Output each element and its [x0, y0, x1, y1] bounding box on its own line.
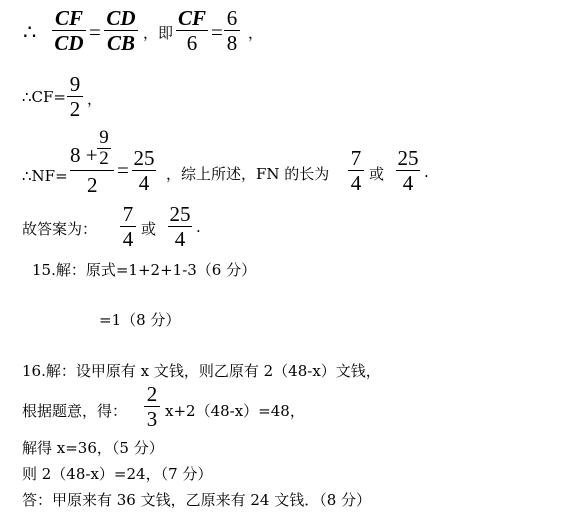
denominator: 6 [186, 31, 198, 55]
fraction-9-2 [67, 72, 83, 121]
fraction-cf-6 [176, 6, 208, 55]
denominator: 2 [69, 97, 81, 121]
fraction-2-3 [144, 382, 160, 431]
fraction-7-4 [120, 202, 136, 251]
numerator: 9 [69, 72, 81, 96]
denominator: 2 [99, 148, 109, 169]
denominator: 4 [138, 171, 150, 195]
compound-fraction [70, 126, 114, 198]
numerator: 6 [226, 6, 238, 30]
fraction-25-4-b [396, 146, 420, 195]
numerator: CD [106, 6, 136, 30]
or-word: 或 [369, 165, 385, 183]
text-ji: ，即 [143, 24, 174, 42]
equals-sign: = [211, 20, 223, 44]
denominator: 4 [402, 171, 414, 195]
fraction-cd-cb [104, 6, 138, 55]
problem-16-line-2-prefix: 根据题意，得： [22, 402, 128, 420]
trailing-comma: ， [87, 90, 103, 108]
fraction-25-4 [168, 202, 192, 251]
inner-fraction-9-2 [97, 128, 111, 169]
denominator: CD [54, 31, 84, 55]
problem-16-line-3: 解得 x=36，（5 分） [22, 439, 164, 457]
fraction-7-4 [348, 146, 364, 195]
numerator-8-plus: 8 + [70, 143, 98, 167]
numerator: 2 [146, 382, 158, 406]
equals-sign: = [117, 158, 129, 182]
numerator: 25 [169, 202, 191, 226]
numerator: 25 [397, 146, 419, 170]
problem-15-line-1: 15.解：原式=1+2+1-3（6 分） [32, 261, 257, 279]
or-word: 或 [141, 220, 157, 238]
answer-prefix: 故答案为： [22, 220, 98, 238]
denominator: 3 [146, 407, 158, 431]
problem-16-line-4: 则 2（48-x）=24，（7 分） [22, 465, 213, 483]
summary-text: ，综上所述，FN 的长为 [166, 165, 330, 183]
numerator: 7 [350, 146, 362, 170]
outer-denominator: 2 [87, 173, 98, 197]
problem-16-line-2-suffix: x+2（48-x）=48， [165, 402, 305, 420]
nf-prefix: ∴NF= [22, 167, 68, 185]
numerator: 7 [122, 202, 134, 226]
problem-15-line-2: =1（8 分） [99, 311, 181, 329]
denominator: CB [106, 31, 135, 55]
numerator: CF [54, 6, 83, 30]
numerator: 9 [99, 127, 109, 148]
period: . [424, 163, 429, 181]
denominator: 4 [350, 171, 362, 195]
fraction-25-4 [132, 146, 156, 195]
denominator: 8 [226, 31, 238, 55]
fraction-cf-cd [52, 6, 86, 55]
cf-prefix: ∴CF= [22, 88, 66, 106]
therefore-symbol: ∴ [23, 20, 37, 44]
problem-16-line-1: 16.解：设甲原有 x 文钱，则乙原有 2（48-x）文钱， [22, 362, 381, 380]
denominator: 4 [122, 227, 134, 251]
numerator: CF [177, 6, 206, 30]
period: . [196, 218, 201, 236]
equals-sign: = [89, 20, 101, 44]
outer-fraction-bar [70, 170, 114, 171]
denominator: 4 [174, 227, 186, 251]
numerator: 25 [133, 146, 155, 170]
fraction-6-8 [224, 6, 240, 55]
problem-16-line-5: 答：甲原来有 36 文钱，乙原来有 24 文钱．（8 分） [22, 491, 372, 509]
trailing-comma: ， [248, 24, 264, 42]
